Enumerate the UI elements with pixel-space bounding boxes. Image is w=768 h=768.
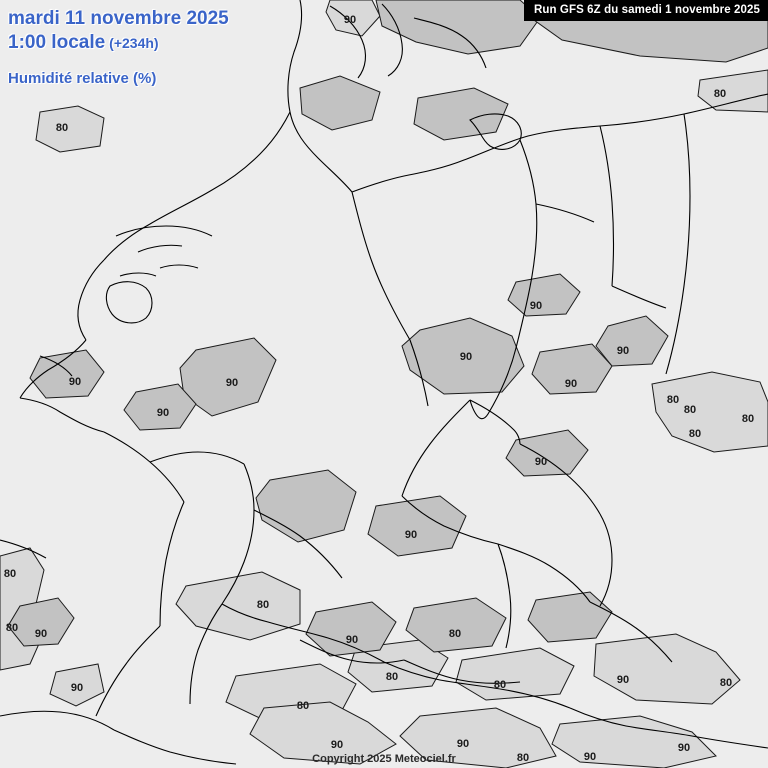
- isoline-label: 90: [156, 407, 170, 419]
- isoline-label: 80: [385, 671, 399, 683]
- isoline-label: 90: [564, 378, 578, 390]
- isoline-label: 80: [719, 677, 733, 689]
- forecast-time-text: 1:00 locale: [8, 32, 106, 53]
- isoline-label: 90: [345, 634, 359, 646]
- isoline-label: 80: [516, 752, 530, 764]
- isoline-label: 90: [68, 376, 82, 388]
- isoline-label: 90: [616, 345, 630, 357]
- isoline-label: 80: [741, 413, 755, 425]
- isoline-label: 90: [616, 674, 630, 686]
- isoline-label: 80: [5, 622, 19, 634]
- isoline-label: 80: [256, 599, 270, 611]
- isoline-label: 80: [55, 122, 69, 134]
- isoline-label: 90: [343, 14, 357, 26]
- isoline-label: 80: [3, 568, 17, 580]
- isoline-label: 90: [225, 377, 239, 389]
- forecast-time-label: [8, 32, 159, 54]
- isoline-label: 90: [34, 628, 48, 640]
- isoline-label: 90: [534, 456, 548, 468]
- isoline-label: 80: [683, 404, 697, 416]
- isoline-label: 90: [529, 300, 543, 312]
- isoline-label: 80: [713, 88, 727, 100]
- forecast-echeance: (+234h): [109, 35, 159, 51]
- isoline-label: 90: [70, 682, 84, 694]
- isoline-label: 90: [459, 351, 473, 363]
- isoline-label: 80: [296, 700, 310, 712]
- isoline-label: 80: [666, 394, 680, 406]
- isoline-label: 80: [688, 428, 702, 440]
- isoline-label: 90: [456, 738, 470, 750]
- isoline-label: 80: [493, 679, 507, 691]
- parameter-label: Humidité relative (%): [8, 70, 157, 87]
- isoline-label: 90: [404, 529, 418, 541]
- isoline-label: 90: [583, 751, 597, 763]
- isoline-label: 80: [448, 628, 462, 640]
- model-run-banner: Run GFS 6Z du samedi 1 novembre 2025: [524, 0, 768, 21]
- isoline-label: 90: [677, 742, 691, 754]
- isoline-label: 90: [330, 739, 344, 751]
- copyright-notice: Copyright 2025 Meteociel.fr: [312, 753, 456, 765]
- forecast-date-label: mardi 11 novembre 2025: [8, 8, 229, 29]
